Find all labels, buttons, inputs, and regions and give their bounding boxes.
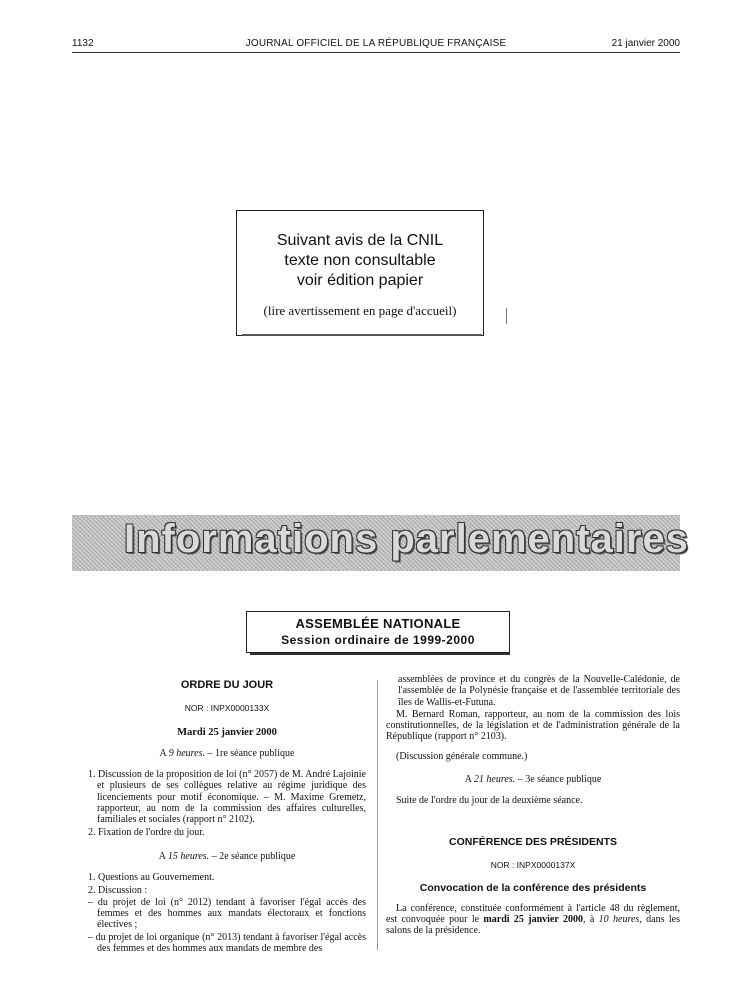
continuation-text: assemblées de province et du congrès de la Nouvelle-Calédonie, de l'assemblée de la Polynésie française et de l'assemblée territoriale des îles de Wallis-et-Futuna. <box>398 674 680 708</box>
seance-2-time: 15 heures. <box>167 850 210 862</box>
seance-1-label: – 1re séance publique <box>205 747 295 759</box>
assembly-box <box>246 611 510 653</box>
column-divider <box>377 680 378 950</box>
discussion-note: (Discussion générale commune.) <box>396 750 528 762</box>
cnil-notice-box <box>236 210 484 336</box>
list-item: 1. Discussion de la proposition de loi (n° 2057) de M. André Lajoinie et plusieurs de ses collègues relative au régime juridique des licenciements pour motif économique. – M. Maxime Gremetz, rapporteur, au nom de la commission des affaires culturelles, familiales et sociales (rapport n° 2102). <box>88 769 366 826</box>
cnil-line-1: Suivant avis de la CNIL <box>276 232 444 249</box>
assembly-box-shadow <box>250 653 510 655</box>
nor-reference-2: NOR : INPX0000137X <box>490 859 576 870</box>
suite-text: Suite de l'ordre du jour de la deuxième séance. <box>396 795 583 807</box>
right-column <box>386 674 680 938</box>
seance-3-time: 21 heures. <box>473 774 516 786</box>
session-date: Mardi 25 janvier 2000 <box>177 726 277 738</box>
session-label: Session ordinaire de 1999-2000 <box>281 633 475 647</box>
list-item: 1. Questions au Gouvernement. <box>88 872 215 884</box>
seance-2-label: – 2e séance publique <box>209 850 296 862</box>
list-item: 2. Discussion : <box>88 884 148 896</box>
rapporteur-text: M. Bernard Roman, rapporteur, au nom de la commission des lois constitutionnelles, de la législation et de l'administration générale de la République (rapport n° 2103). <box>386 708 680 743</box>
journal-title: JOURNAL OFFICIEL DE LA RÉPUBLIQUE FRANÇAISE <box>245 38 507 49</box>
banner-title: Informations parlementaires <box>124 517 689 561</box>
assembly-name: ASSEMBLÉE NATIONALE <box>295 616 461 631</box>
convocation-title: Convocation de la conférence des présidents <box>419 882 647 895</box>
issue-date: 21 janvier 2000 <box>611 38 680 49</box>
convocation-date: mardi 25 janvier 2000 <box>483 913 583 925</box>
seance-1-time: 9 heures. <box>168 747 206 759</box>
list-item: 2. Fixation de l'ordre du jour. <box>88 826 205 838</box>
seance-3-heading: A 21 heures. – 3e séance publique <box>464 774 602 786</box>
section-banner <box>72 515 689 571</box>
conference-title: CONFÉRENCE DES PRÉSIDENTS <box>448 835 618 848</box>
seance-1-heading: A 9 heures. – 1re séance publique <box>159 747 295 759</box>
seance-3-label: – 3e séance publique <box>515 774 602 786</box>
cnil-line-2: texte non consultable <box>284 252 436 269</box>
convocation-text: La conférence, constituée conformément à l'article 48 du règlement, est convoquée pour le mardi 25 janvier 2000, à 10 heures, dans les salons de la présidence. <box>386 902 680 937</box>
list-item: – du projet de loi (n° 2012) tendant à favoriser l'égal accès des femmes et des hommes aux mandats électoraux et fonctions électives ; <box>88 896 366 931</box>
nor-reference: NOR : INPX0000133X <box>184 703 270 714</box>
page-number: 1132 <box>72 38 94 49</box>
cnil-line-3: voir édition papier <box>296 272 424 289</box>
cnil-box-shadow <box>242 334 482 336</box>
list-item: – du projet de loi organique (n° 2013) tendant à favoriser l'égal accès des femmes et des hommes aux mandats de membre des <box>88 931 366 955</box>
header-rule <box>72 52 680 53</box>
left-column <box>88 674 366 955</box>
convocation-time: 10 heures <box>598 913 640 925</box>
page-header <box>72 38 680 52</box>
agenda-title: ORDRE DU JOUR <box>180 679 274 691</box>
seance-2-heading: A 15 heures. – 2e séance publique <box>158 850 296 862</box>
margin-mark <box>506 308 507 324</box>
cnil-note: (lire avertissement en page d'accueil) <box>263 303 457 318</box>
